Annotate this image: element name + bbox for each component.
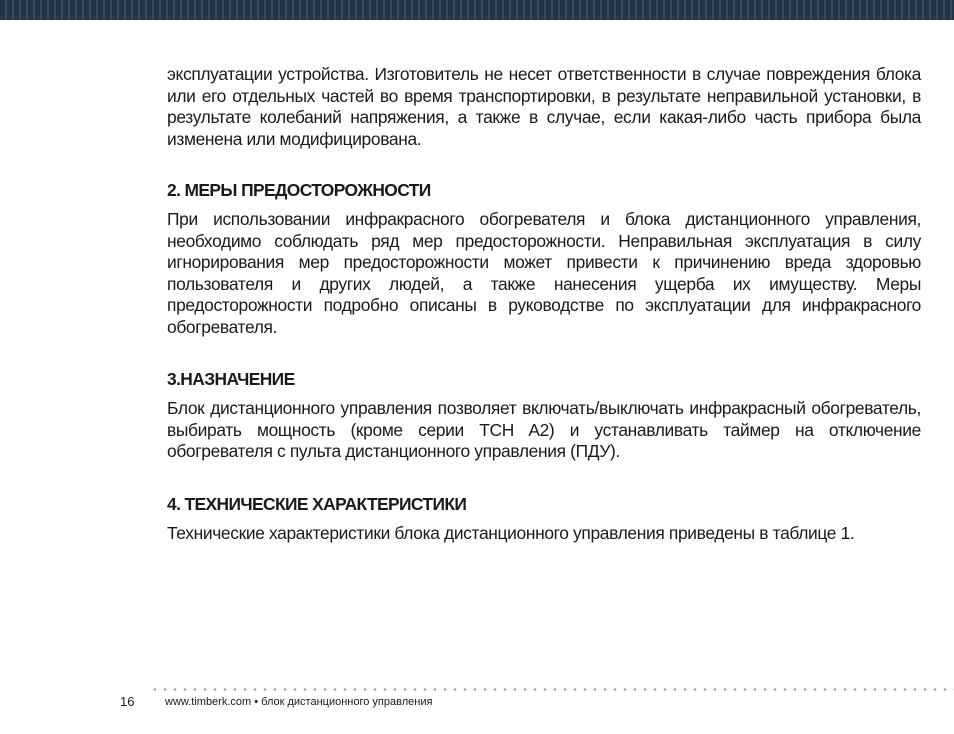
section-text-specs: Технические характеристики блока дистанционного управления приведены в таблице 1. bbox=[167, 522, 855, 543]
section-text-precautions: При использовании инфракрасного обогревателя и блока дистанционного управления, необходимо соблюдать ряд мер предосторожности. Неправильная эксплуатация в силу игнорирования мер предосторожности может привести к причинению вреда здоровью пользователя и других людей, а также нанесения ущерба их имуществу. Меры предосторожности подробно описаны в руководстве по эксплуатации для инфракрасного обогревателя. bbox=[167, 209, 921, 337]
footer-dotted-divider bbox=[150, 688, 954, 691]
top-decorative-band bbox=[0, 0, 954, 20]
section-heading-specs: 4. ТЕХНИЧЕСКИЕ ХАРАКТЕРИСТИКИ bbox=[167, 493, 467, 514]
section-heading-purpose: 3.НАЗНАЧЕНИЕ bbox=[167, 369, 295, 389]
page-number: 16 bbox=[120, 694, 135, 709]
footer-text: www.timberk.com • блок дистанционного управления bbox=[165, 696, 433, 708]
page-content bbox=[167, 64, 921, 544]
intro-paragraph: эксплуатации устройства. Изготовитель не несет ответственности в случае повреждения блока или его отдельных частей во время транспортировки, в результате неправильной установки, в результате колебаний напряжения, а также в случае, если какая-либо часть прибора была изменена или модифицирована. bbox=[167, 64, 921, 149]
section-heading-precautions: 2. МЕРЫ ПРЕДОСТОРОЖНОСТИ bbox=[167, 180, 431, 200]
section-text-purpose: Блок дистанционного управления позволяет включать/выключать инфракрасный обогреватель, выбирать мощность (кроме серии TCH A2) и устанавливать таймер на отключение обогревателя с пульта дистанционного управления (ПДУ). bbox=[167, 398, 921, 461]
